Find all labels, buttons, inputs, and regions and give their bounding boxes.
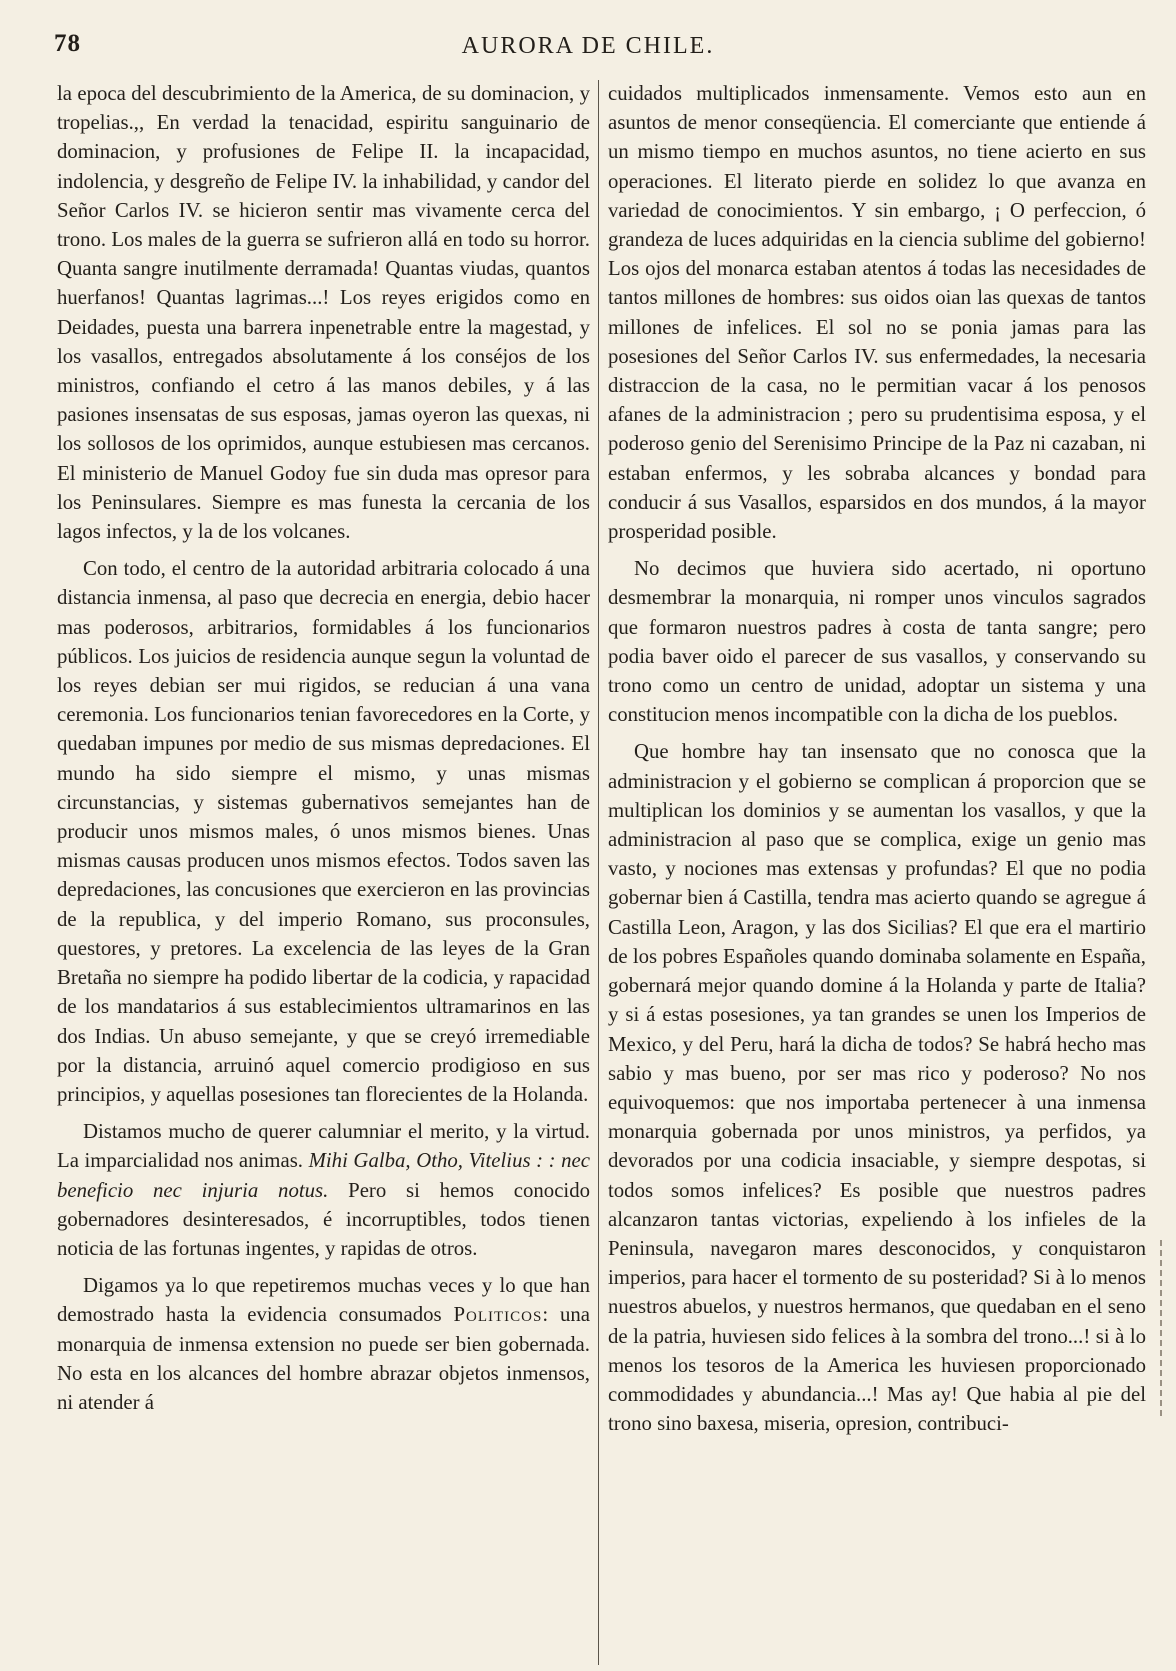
paragraph: cuidados multiplicados inmensamente. Vemos esto aun en asuntos de menor conseqüencia. El comerciante que entiende á un mismo tiempo en muchos asuntos, no tiene acierto en sus operaciones. El literato pierde en solidez lo que avanza en variedad de conocimientos. Y sin embargo, ¡ O perfeccion, ó grandeza de luces adquiridas en la ciencia sublime del gobierno! Los ojos del monarca estaban atentos á todas las necesidades de tantos millones de hombres: sus oidos oian las quexas de tantos millones de infelices. El sol no se ponia jamas para las posesiones del Señor Carlos IV. sus enfermedades, la necesaria distraccion de la casa, no le permitian vacar á los penosos afanes de la administracion ; pero su prudentisima esposa, y el poderoso genio del Serenisimo Principe de la Paz ni cazaban, ni estaban enfermos, y les sobraba alcances y bondad para conducir á sus Vasallos, esparsidos en dos mundos, á la mayor prosperidad posible. <box>608 82 1146 544</box>
small-caps-word: Politicos <box>453 1303 543 1327</box>
paragraph-text: Digamos ya lo que repetiremos muchas veces y lo que han demostrado hasta la evidencia consumados <box>57 1274 590 1327</box>
paragraph: Que hombre hay tan insensato que no conosca que la administracion y el gobierno se complican á proporcion que se multiplican los dominios y se aumentan los vasallos, y que la administracion al paso que se complica, exige un genio mas vasto, y nociones mas extensas y profundas? El que no podia gobernar bien á Castilla, tendra mas acierto quando se agregue á Castilla Leon, Aragon, y las dos Sicilias? El que era el martirio de los pobres Españoles quando dominaba solamente en España, gobernará mejor quando domine á la Holanda y parte de Italia? y si á estas posesiones, ya tan grandes se unen los Imperios de Mexico, y del Peru, hará la dicha de todos? Se habrá hecho mas sabio y mas bueno, por ser mas rico y poderoso? No nos equivoquemos: que nos importaba pertenecer à una inmensa monarquia gobernada por unos ministros, ya perfidos, ya devorados por una codicia insaciable, y siempre despotas, si todos somos infelices? Es posible que nuestros padres alcanzaron tantas victorias, expeliendo à los infieles de la Peninsula, navegaron mares desconocidos, y conquistaron imperios, para hacer el tormento de su posteridad? Si à lo menos nuestros abuelos, y nuestros hermanos, que quedaban en el seno de la patria, huviesen sido felices à la sombra del trono...! si à lo menos los tesoros de la America les huviesen proporcionado commodidades y abundancia...! Mas ay! Que habia al pie del trono sino baxesa, miseria, opresion, contribuci- <box>608 740 1146 1436</box>
paragraph <box>57 1271 590 1417</box>
column-divider <box>598 80 599 1665</box>
paragraph-text: Distamos mucho de querer calumniar el merito, y la virtud. La imparcialidad nos animas. <box>57 1120 590 1173</box>
paragraph-text: Pero si hemos conocido gobernadores desinteresados, é incorruptibles, todos tienen noticia de las fortunas ingentes, y rapidas de otros. <box>57 1178 590 1260</box>
left-column <box>57 79 590 1665</box>
scan-edge-mark <box>1160 1240 1162 1420</box>
paragraph: Con todo, el centro de la autoridad arbitraria colocado á una distancia inmensa, al paso que decrecia en energia, debio hacer mas poderosos, arbitrarios, formidables á los funcionarios públicos. Los juicios de residencia aunque segun la voluntad de los reyes debian ser mui rigidos, se reducian á una vana ceremonia. Los funcionarios tenian favorecedores en la Corte, y quedaban impunes por medio de sus mismas depredaciones. El mundo ha sido siempre el mismo, y unas mismas circunstancias, y sistemas gubernativos semejantes han de producir unos mismos males, ó unos mismos bienes. Unas mismas causas producen unos mismos efectos. Todos saven las depredaciones, las concusiones que exercieron en las provincias de la republica, y del imperio Romano, sus proconsules, questores, y pretores. La excelencia de las leyes de la Gran Bretaña no siempre ha podido libertar de la codicia, y rapacidad de los mandatarios á sus establecimientos ultramarinos en las dos Indias. Un abuso semejante, y que se creyó irremediable por la distancia, arruinó aquel comercio prodigioso en sus principios, y aquellas posesiones tan florecientes de la Holanda. <box>57 557 590 1106</box>
page-number: 78 <box>54 30 81 57</box>
latin-quotation: Mihi Galba, Otho, Vitelius : : nec beneficio nec injuria notus. <box>57 1149 590 1202</box>
paragraph-text: : una monarquia de inmensa extension no puede ser bien gobernada. No esta en los alcances del hombre abrazar objetos inmensos, ni atender á <box>57 1303 590 1414</box>
paragraph: No decimos que huviera sido acertado, ni oportuno desmembrar la monarquia, ni romper unos vinculos sagrados que formaron nuestros padres à costa de tanta sangre; pero podia baver oido el parecer de sus vasallos, y conservando su trono como un centro de unidad, adoptar un sistema y una constitucion menos incompatible con la dicha de los pueblos. <box>608 557 1146 727</box>
right-column <box>608 79 1146 1665</box>
paragraph: la epoca del descubrimiento de la America, de su dominacion, y tropelias.,, En verdad la tenacidad, espiritu sanguinario de dominacion, y profusiones de Felipe II. la incapacidad, indolencia, y desgreño de Felipe IV. la inhabilidad, y candor del Señor Carlos IV. se hicieron sentir mas vivamente cerca del trono. Los males de la guerra se sufrieron allá en todo su horror. Quanta sangre inutilmente derramada! Quantas viudas, quantos huerfanos! Quantas lagrimas...! Los reyes erigidos como en Deidades, puesta una barrera inpenetrable entre la magestad, y los vasallos, entregados absolutamente á los conséjos de los ministros, confiando el cetro á las manos debiles, y á las pasiones insensatas de sus esposas, jamas oyeron las quexas, ni los sollosos de los oprimidos, aunque estubiesen mas cercanos. El ministerio de Manuel Godoy fue sin duda mas opresor para los Peninsulares. Siempre es mas funesta la cercania de los lagos infectos, y la de los volcanes. <box>57 82 590 544</box>
paragraph <box>57 1117 590 1263</box>
running-head-title: AURORA DE CHILE. <box>461 33 715 59</box>
